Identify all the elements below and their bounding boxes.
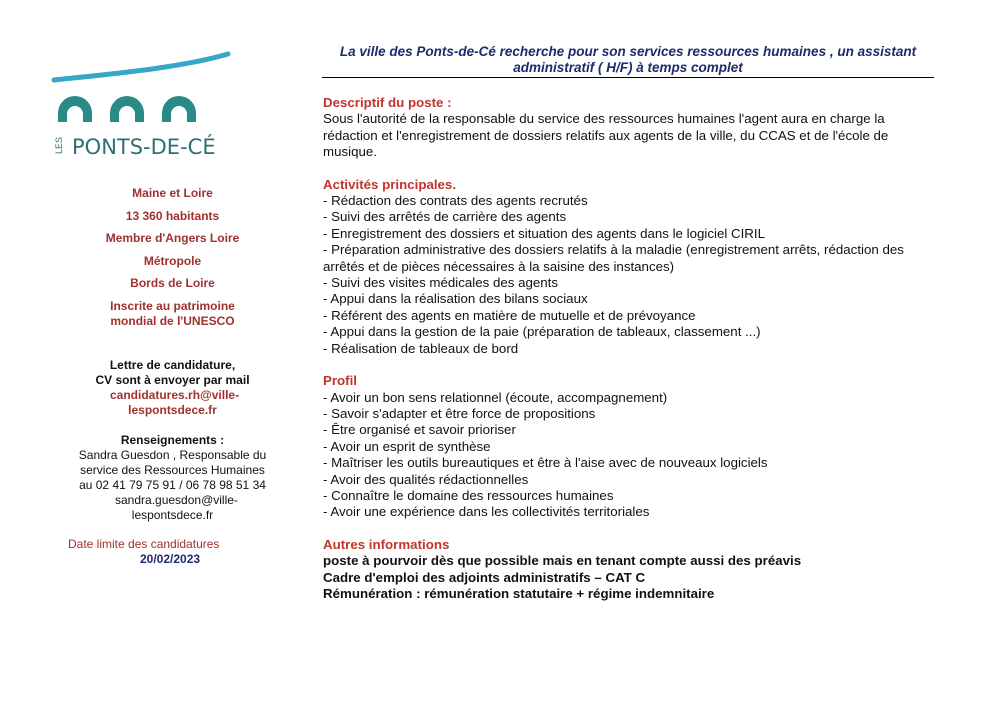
autres-line-remuneration: Rémunération : rémunération statutaire + régime indemnitaire: [323, 585, 715, 601]
list-item: - Savoir s'adapter et être force de propositions: [323, 405, 596, 421]
sidebar: [40, 186, 305, 567]
autres-line-cadre: Cadre d'emploi des adjoints administratifs – CAT C: [323, 569, 646, 585]
list-item: - Avoir des qualités rédactionnelles: [323, 471, 529, 487]
logo-graphic: [50, 50, 240, 160]
section-profil: [323, 373, 938, 521]
list-item: - Réalisation de tableaux de bord: [323, 340, 519, 356]
section-descriptif: [323, 95, 938, 161]
logo-swoosh: [54, 54, 228, 80]
title-divider: [322, 77, 934, 78]
list-item: - Avoir un esprit de synthèse: [323, 438, 491, 454]
deadline-label: Date limite des candidatures: [68, 537, 220, 551]
logo-arch-3: [162, 96, 196, 122]
profil-heading: Profil: [323, 373, 357, 389]
application-email[interactable]: candidatures.rh@ville-lespontsdece.fr: [110, 388, 240, 417]
page-title: La ville des Ponts-de-Cé recherche pour son services ressources humaines , un assistant administratif ( H/F) à temps complet: [339, 44, 917, 75]
autres-heading: Autres informations: [323, 536, 450, 552]
info-block: [40, 433, 305, 523]
logo-arch-1: [58, 96, 92, 122]
logo-arch-2: [110, 96, 144, 122]
fact-metropole: Métropole: [143, 253, 202, 268]
ponts-de-ce-logo: [50, 50, 240, 160]
autres-line-start: poste à pourvoir dès que possible mais en tenant compte aussi des préavis: [323, 553, 802, 569]
list-item: - Appui dans la gestion de la paie (préparation de tableaux, classement ...): [323, 324, 761, 340]
list-item: - Maîtriser les outils bureautiques et être à l'aise avec de nouveaux logiciels: [323, 455, 768, 471]
section-autres: [323, 537, 938, 603]
job-description: [323, 95, 938, 618]
deadline-block: [40, 537, 305, 567]
town-facts: [40, 186, 305, 329]
list-item: - Être organisé et savoir prioriser: [323, 422, 516, 438]
list-item: - Avoir une expérience dans les collectivités territoriales: [323, 504, 650, 520]
fact-population: 13 360 habitants: [125, 208, 220, 223]
fact-loire: Bords de Loire: [130, 276, 215, 290]
section-activites: [323, 177, 938, 357]
list-item: - Connaître le domaine des ressources humaines: [323, 487, 614, 503]
fact-department: Maine et Loire: [132, 186, 213, 200]
list-item: - Enregistrement des dossiers et situation des agents dans le logiciel CIRIL: [323, 225, 765, 241]
application-line-2: CV sont à envoyer par mail: [95, 373, 250, 387]
application-line-1: Lettre de candidature,: [109, 358, 236, 372]
logo-les: LES: [54, 136, 64, 154]
info-phone: au 02 41 79 75 91 / 06 78 98 51 34: [79, 478, 266, 492]
list-item: - Avoir un bon sens relationnel (écoute, accompagnement): [323, 389, 668, 405]
deadline-date: 20/02/2023: [140, 552, 201, 566]
list-item: - Suivi des arrêtés de carrière des agents: [323, 209, 567, 225]
list-item: - Préparation administrative des dossiers relatifs à la maladie (enregistrement arrêts, rédaction des arrêtés et de pièces nécessaires à la saisine des instances): [323, 242, 904, 274]
info-email[interactable]: sandra.guesdon@ville-lespontsdece.fr: [115, 493, 238, 522]
list-item: - Appui dans la réalisation des bilans sociaux: [323, 291, 588, 307]
list-item: - Référent des agents en matière de mutuelle et de prévoyance: [323, 307, 696, 323]
info-contact: Sandra Guesdon , Responsable du service des Ressources Humaines: [78, 448, 267, 477]
descriptif-heading: Descriptif du poste :: [323, 95, 452, 110]
info-heading: Renseignements :: [120, 433, 225, 447]
descriptif-text: Sous l'autorité de la responsable du service des ressources humaines l'agent aura en charge la rédaction et l'enregistrement de dossiers relatifs aux agents de la ville, du CCAS et de l'école de musique.: [323, 111, 889, 160]
fact-unesco: Inscrite au patrimoine mondial de l'UNESCO: [110, 298, 235, 328]
application-block: [40, 358, 305, 418]
fact-member: Membre d'Angers Loire: [105, 231, 240, 245]
logo-name: PONTS-DE-CÉ: [72, 135, 216, 159]
list-item: - Suivi des visites médicales des agents: [323, 275, 559, 291]
list-item: - Rédaction des contrats des agents recrutés: [323, 193, 588, 209]
activites-heading: Activités principales.: [323, 176, 457, 192]
